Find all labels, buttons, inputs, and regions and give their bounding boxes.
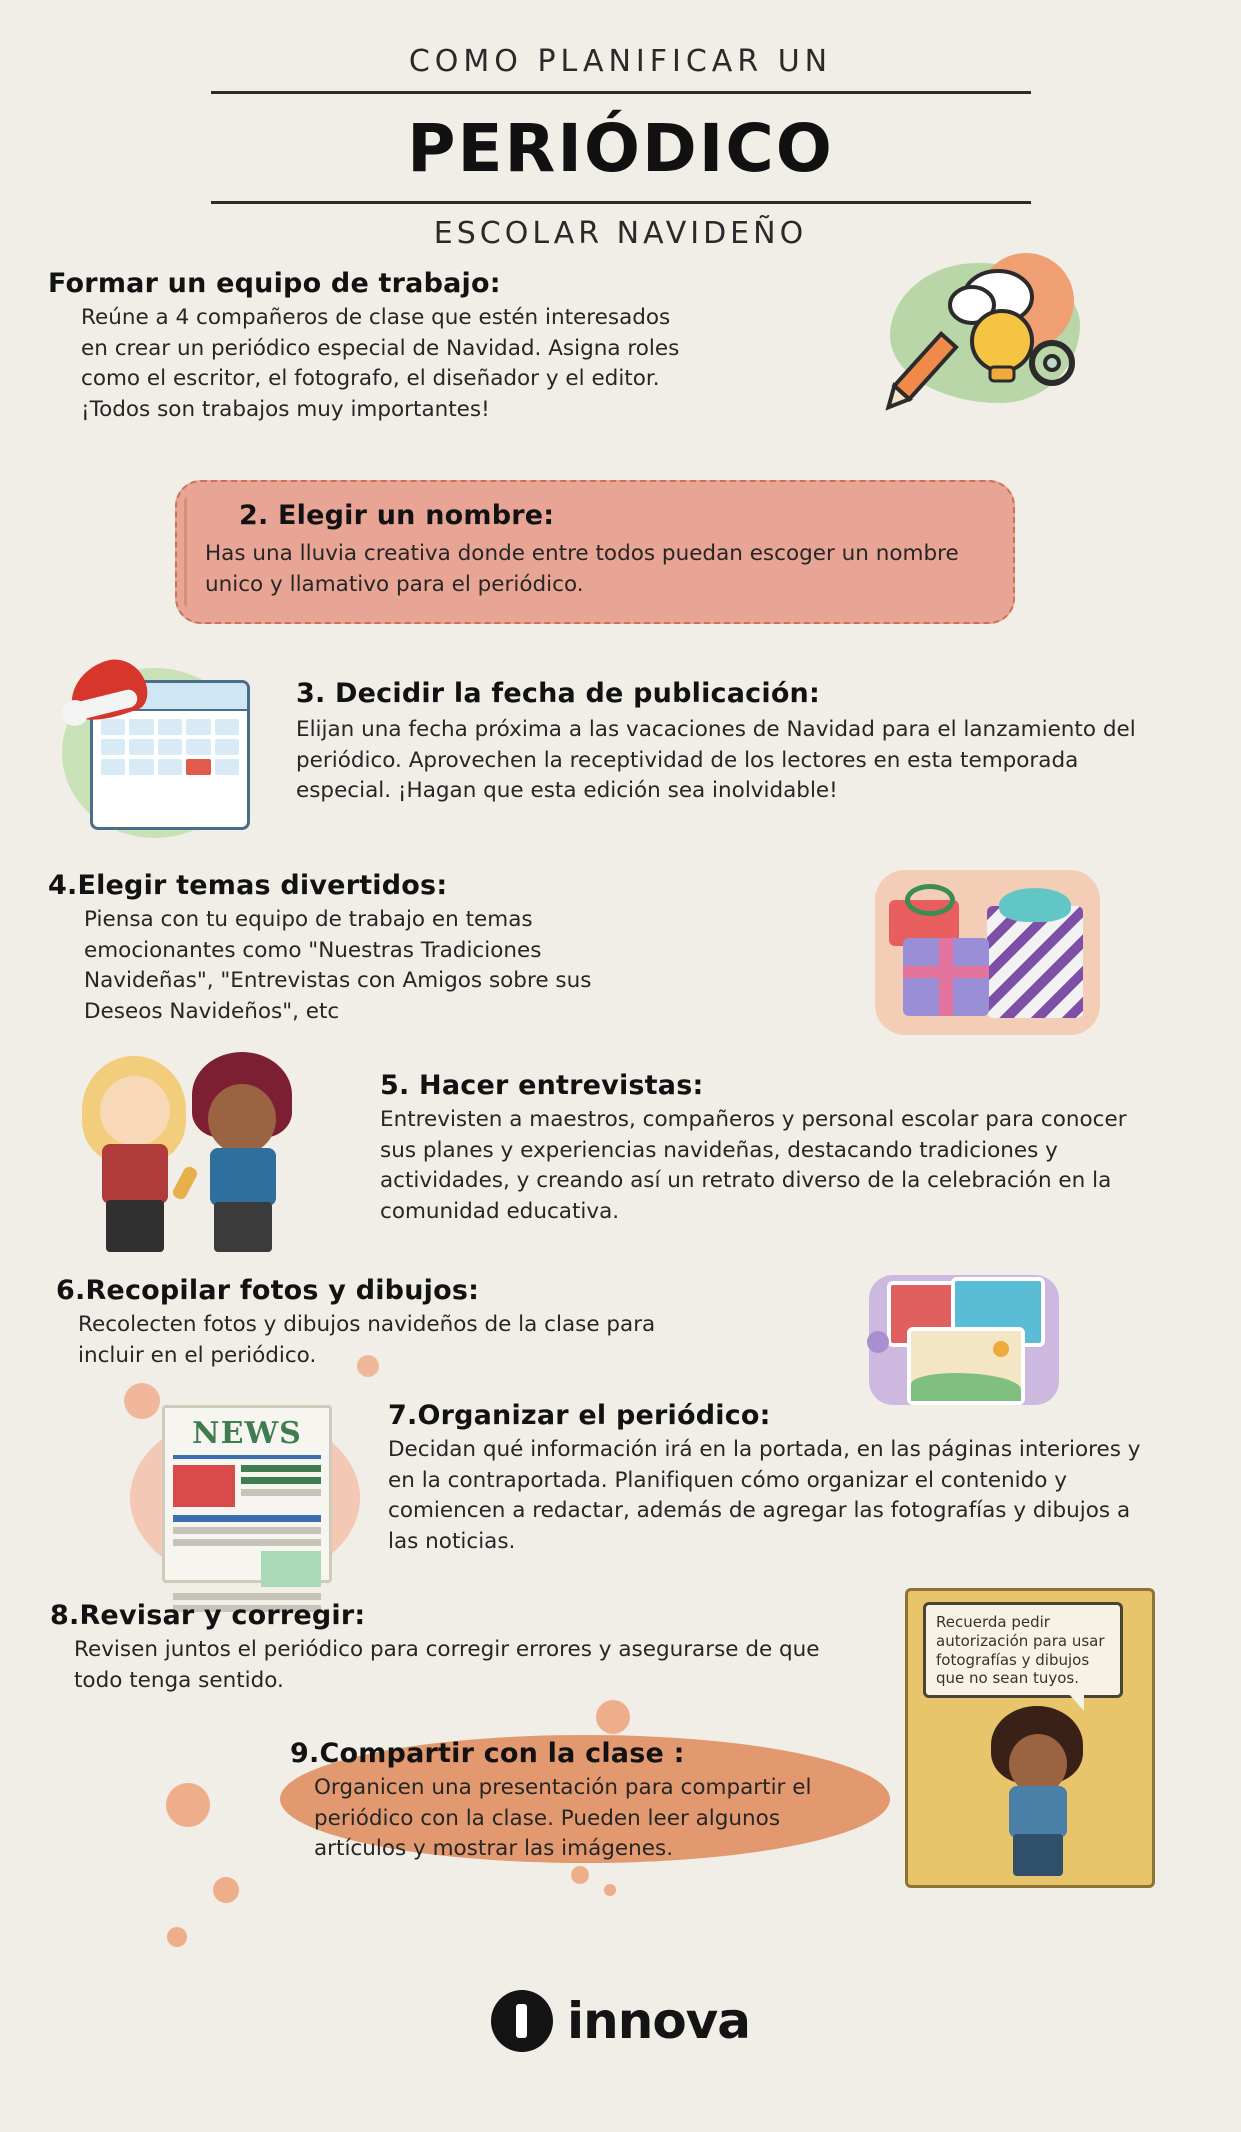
header-rule-top [211, 91, 1031, 94]
step-2-body: Has una lluvia creativa donde entre todos puedan escoger un nombre unico y llamativo para el periódico. [205, 541, 959, 597]
header-subtitle: ESCOLAR NAVIDEÑO [433, 216, 808, 251]
lightbulb-icon [880, 245, 1100, 425]
step-7-title: 7.Organizar el periódico: [388, 1400, 771, 1431]
step-7-body: Decidan qué información irá en la portada, en las páginas interiores y en la contraportada. Planifiquen cómo organizar el contenido y comiencen a redactar, además de agregar las fotografías y dibujos a las noticias. [388, 1437, 1141, 1554]
decorative-dot [571, 1866, 589, 1884]
kid-curly-legs [1013, 1834, 1063, 1876]
step-6-body: Recolecten fotos y dibujos navideños de la clase para incluir en el periódico. [78, 1312, 656, 1368]
step-6-title: 6.Recopilar fotos y dibujos: [56, 1275, 480, 1306]
header-kicker: COMO PLANIFICAR UN [408, 44, 833, 79]
step-9-body: Organicen una presentación para compartir el periódico con la clase. Pueden leer algunos artículos y mostrar las imágenes. [314, 1775, 812, 1862]
gifts-illustration [875, 860, 1105, 1050]
microphone-icon [171, 1165, 199, 1202]
step-6 [56, 1275, 756, 1371]
step-2-title: 2. Elegir un nombre: [239, 500, 555, 531]
step-4 [48, 870, 868, 1027]
kid-dark-face [208, 1084, 276, 1154]
step-3-title: 3. Decidir la fecha de publicación: [296, 678, 820, 709]
calendar-illustration [40, 640, 290, 855]
santa-hat-pompom [62, 700, 88, 726]
step-4-body: Piensa con tu equipo de trabajo en temas emocionantes como "Nuestras Tradiciones Navideñas", "Entrevistas con Amigos sobre sus Deseos Navideños", etc [84, 907, 592, 1024]
decorative-dot [596, 1700, 630, 1734]
photos-accent-dot [867, 1331, 889, 1353]
step-3-body: Elijan una fecha próxima a las vacaciones de Navidad para el lanzamiento del periódico. Aprovechen la receptividad de los lectores en esta temporada especial. ¡Hagan que esta edición sea inolvidable! [296, 717, 1136, 804]
interview-kids-illustration [60, 1040, 340, 1260]
calendar-grid [93, 711, 247, 783]
step-8 [50, 1600, 850, 1696]
page-header [0, 0, 1241, 251]
step-1 [48, 268, 868, 425]
kid-curly-body [1009, 1786, 1067, 1838]
kid-curly-face [1009, 1734, 1067, 1794]
step-2-callout-box [175, 480, 1015, 624]
speech-bubble-text: Recuerda pedir autorización para usar fotografías y dibujos que no sean tuyos. [923, 1602, 1123, 1698]
step-5 [380, 1070, 1170, 1227]
step-5-body: Entrevisten a maestros, compañeros y personal escolar para conocer sus planes y experiencias navideñas, destacando tradiciones y actividades, y creando así un retrato diverso de la celebración en la comunidad educativa. [380, 1107, 1127, 1224]
kid-blonde-body [102, 1144, 168, 1204]
step-9-title: 9.Compartir con la clase : [290, 1738, 685, 1769]
header-rule-bottom [211, 201, 1031, 204]
footer-logo [0, 1990, 1241, 2052]
sun-icon [993, 1341, 1009, 1357]
newspaper-masthead: NEWS [192, 1416, 302, 1451]
kid-blonde-face [100, 1076, 170, 1146]
brand-name: innova [566, 1992, 750, 2050]
newspaper-rule [173, 1455, 321, 1459]
decorative-dot [166, 1783, 210, 1827]
newspaper-icon [162, 1405, 332, 1583]
decorative-dot [167, 1927, 187, 1947]
gift-box-tall-icon [987, 906, 1083, 1018]
step-8-title: 8.Revisar y corregir: [50, 1600, 366, 1631]
step-5-title: 5. Hacer entrevistas: [380, 1070, 704, 1101]
gift-box-purple-icon [903, 938, 989, 1016]
decorative-dot [213, 1877, 239, 1903]
authorization-card-illustration [905, 1588, 1155, 1888]
hill-shape [911, 1373, 1021, 1401]
photo-thumb-landscape [907, 1327, 1025, 1405]
kid-dark-body [210, 1148, 276, 1206]
step-2 [175, 480, 1015, 624]
newspaper-illustration [130, 1395, 370, 1595]
page-title: PERIÓDICO [407, 110, 834, 187]
step-1-title: Formar un equipo de trabajo: [48, 268, 501, 299]
newspaper-photo-block [173, 1465, 235, 1507]
step-7 [388, 1400, 1178, 1557]
newspaper-text-lines [241, 1465, 321, 1507]
step-3 [296, 678, 1176, 807]
step-1-body: Reúne a 4 compañeros de clase que estén interesados en crear un periódico especial de Navidad. Asigna roles como el escritor, el fotografo, el diseñador y el editor. ¡Todos son trabajos muy importantes! [81, 305, 680, 422]
kid-blonde-legs [106, 1200, 164, 1252]
idea-bulb-illustration [880, 245, 1100, 425]
newspaper-top-block [173, 1465, 321, 1507]
step-9 [290, 1738, 910, 1865]
step-8-body: Revisen juntos el periódico para corregir errores y asegurarse de que todo tenga sentido. [74, 1637, 820, 1693]
newspaper-photo-block-2 [261, 1551, 321, 1587]
innova-logo-icon [491, 1990, 553, 2052]
kid-dark-legs [214, 1202, 272, 1252]
step-4-title: 4.Elegir temas divertidos: [48, 870, 448, 901]
decorative-dot [604, 1884, 616, 1896]
